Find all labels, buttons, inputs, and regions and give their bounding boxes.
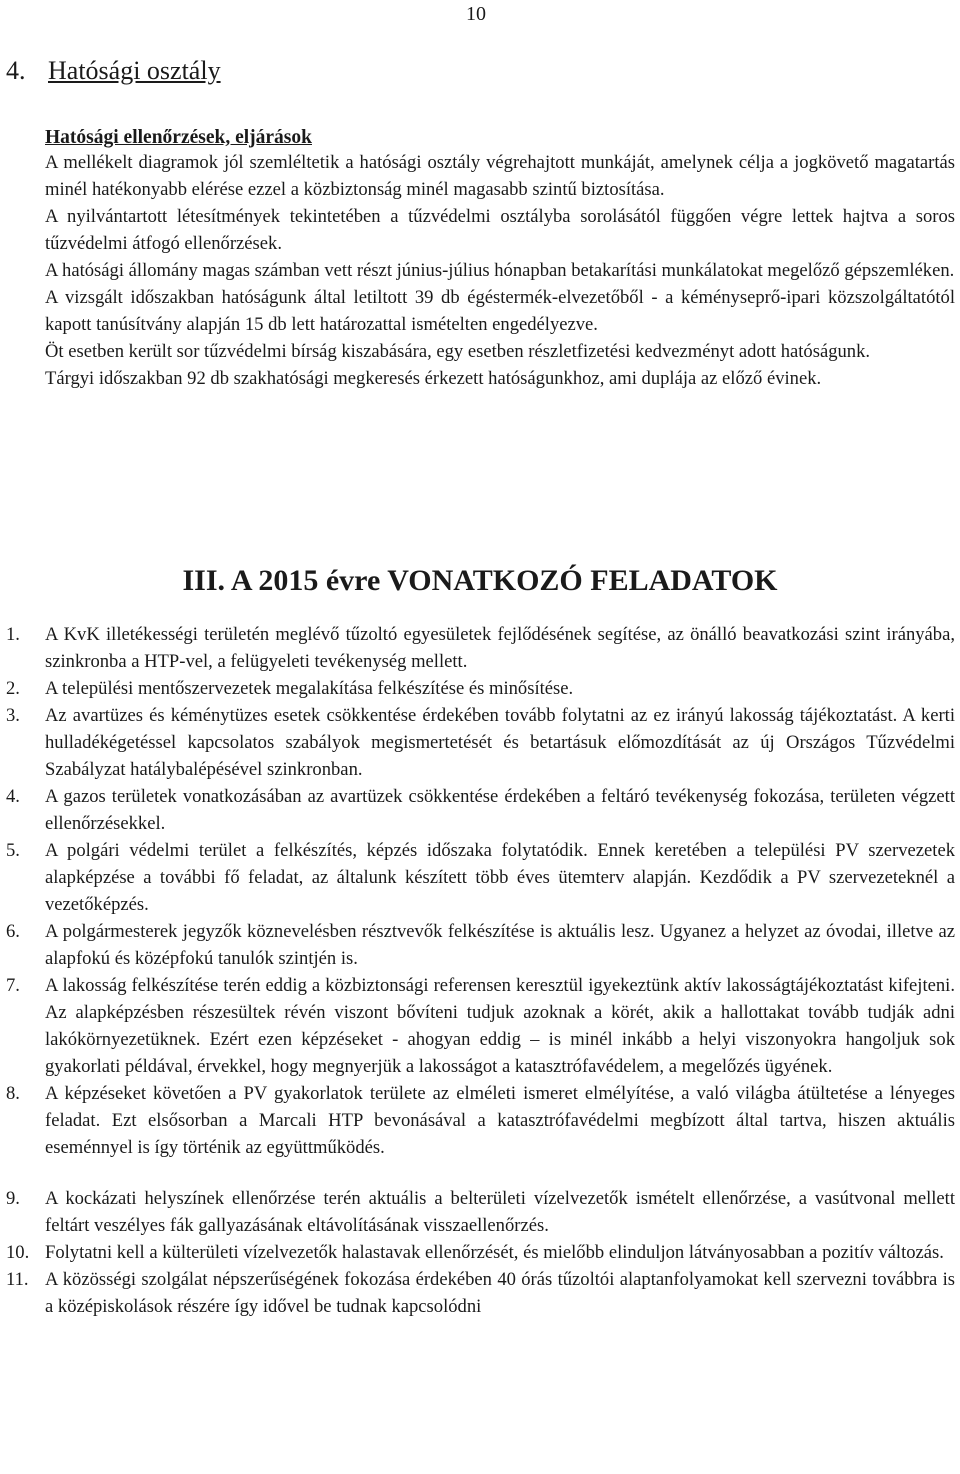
section-number: 4. (6, 56, 26, 85)
task-item (0, 1080, 955, 1161)
paragraph: A nyilvántartott létesítmények tekintetében a tűzvédelmi osztályba sorolásától függően végre lettek hajtva a soros tűzvédelmi átfogó ellenőrzések. (45, 206, 955, 254)
task-number: 7. (6, 975, 20, 996)
task-number: 9. (6, 1188, 20, 1209)
task-number: 8. (6, 1083, 20, 1104)
paragraph: A mellékelt diagramok jól szemléltetik a hatósági osztály végrehajtott munkáját, amelynek célja a jogkövető magatartás minél hatékonyabb elérése ezzel a közbiztonság minél magasabb szintű biztosítása. (45, 152, 955, 200)
task-number: 6. (6, 921, 20, 942)
task-text: A kockázati helyszínek ellenőrzése terén aktuális a belterületi vízelvezetők ismételt ellenőrzése, a vasútvonal mellett feltárt veszélyes fák gallyazásának eltávolításának visszaellenőrzés. (45, 1188, 955, 1236)
task-text: A lakosság felkészítése terén eddig a közbiztonsági referensen keresztül igyekeztünk aktív lakosságtájékoztatást kifejteni. Az alapképzésben részesültek révén viszont bővíteni tudjuk azoknak a körét, akik a hallottakat tovább tudják adni lakókörnyezetüknek. Ezért ezen képzéseket - ahogyan eddig – is minél inkább a helyi viszonyokra hangoljuk sok gyakorlati példával, érvekkel, hogy megnyerjük a lakosságot a katasztrófavédelem, a megelőzés ügyének. (45, 975, 955, 1077)
task-item (0, 972, 955, 1080)
task-text: A gazos területek vonatkozásában az avartüzek csökkentése érdekében a feltáró tevékenység fokozása, területen végzett ellenőrzésekkel. (45, 786, 955, 834)
section-title: Hatósági osztály (48, 56, 221, 85)
task-item (0, 918, 955, 972)
task-number: 5. (6, 840, 20, 861)
task-text: A közösségi szolgálat népszerűségének fokozása érdekében 40 órás tűzoltói alaptanfolyamokat kell szervezni továbbra is a középiskolások részére így idővel be tudnak kapcsolódni (45, 1269, 955, 1317)
chapter-title: III. A 2015 évre VONATKOZÓ FELADATOK (182, 564, 778, 597)
task-item (0, 1185, 955, 1239)
page-number: 10 (466, 3, 486, 25)
task-text: A polgári védelmi terület a felkészítés, képzés időszaka folytatódik. Ennek keretében a települési PV szervezetek alapképzése a további fő feladat, az általunk készített több éves ütemterv alapján. Kezdődik a PV szervezeteknél a vezetőképzés. (45, 840, 955, 915)
task-number: 2. (6, 678, 20, 699)
paragraph: Öt esetben került sor tűzvédelmi bírság kiszabására, egy esetben részletfizetési kedvezményt adott hatóságunk. (45, 341, 871, 362)
task-number: 11. (6, 1269, 29, 1290)
task-text: Az avartüzes és kéménytüzes esetek csökkentése érdekében tovább folytatni az ez irányú lakosság tájékoztatást. A kerti hulladékégetéssel kapcsolatos szabályok megismertetését és betartásuk előmozdítását az új Országos Tűzvédelmi Szabályzat hatálybalépésével szinkronban. (45, 705, 955, 780)
task-text: A polgármesterek jegyzők köznevelésben résztvevők felkészítése is aktuális lesz. Ugyanez a helyzet az óvodai, illetve az alapfokú és középfokú tanulók szintjén is. (45, 921, 955, 969)
subheading: Hatósági ellenőrzések, eljárások (45, 127, 312, 148)
task-item (0, 621, 955, 675)
task-number: 3. (6, 705, 20, 726)
task-item (0, 837, 955, 918)
task-item (0, 1239, 955, 1266)
paragraph: Tárgyi időszakban 92 db szakhatósági megkeresés érkezett hatóságunkhoz, ami duplája az előző évinek. (45, 368, 822, 389)
task-number: 1. (6, 624, 20, 645)
task-list (0, 621, 955, 1320)
task-item (0, 702, 955, 783)
task-item (0, 675, 955, 702)
task-text: A KvK illetékességi területén meglévő tűzoltó egyesületek fejlődésének segítése, az önálló beavatkozási szint irányába, szinkronba a HTP-vel, a felügyeleti tevékenység mellett. (45, 624, 955, 672)
paragraph: A hatósági állomány magas számban vett részt június-július hónapban betakarítási munkálatokat megelőző gépszemléken. (45, 260, 955, 281)
section-heading (6, 56, 221, 86)
paragraph: A vizsgált időszakban hatóságunk által letiltott 39 db égéstermék-elvezetőből - a kéményseprő-ipari közszolgáltatótól kapott tanúsítvány alapján 15 db lett határozattal ismételten engedélyezve. (45, 287, 955, 335)
task-text: A képzéseket követően a PV gyakorlatok területe az elméleti ismeret elmélyítése, a való világba átültetése a lényeges feladat. Ezt elsősorban a Marcali HTP bevonásával a katasztrófavédelmi megbízott által tartva, hiszen aktuális eseménnyel is így történik az együttműködés. (45, 1083, 955, 1158)
task-item (0, 783, 955, 837)
task-number: 10. (6, 1242, 30, 1263)
task-number: 4. (6, 786, 20, 807)
task-text: Folytatni kell a külterületi vízelvezetők halastavak ellenőrzését, és mielőbb elinduljon látványosabban a pozitív változás. (45, 1242, 944, 1263)
task-text: A települési mentőszervezetek megalakítása felkészítése és minősítése. (45, 678, 574, 699)
task-item (0, 1266, 955, 1320)
body-text (45, 149, 955, 392)
